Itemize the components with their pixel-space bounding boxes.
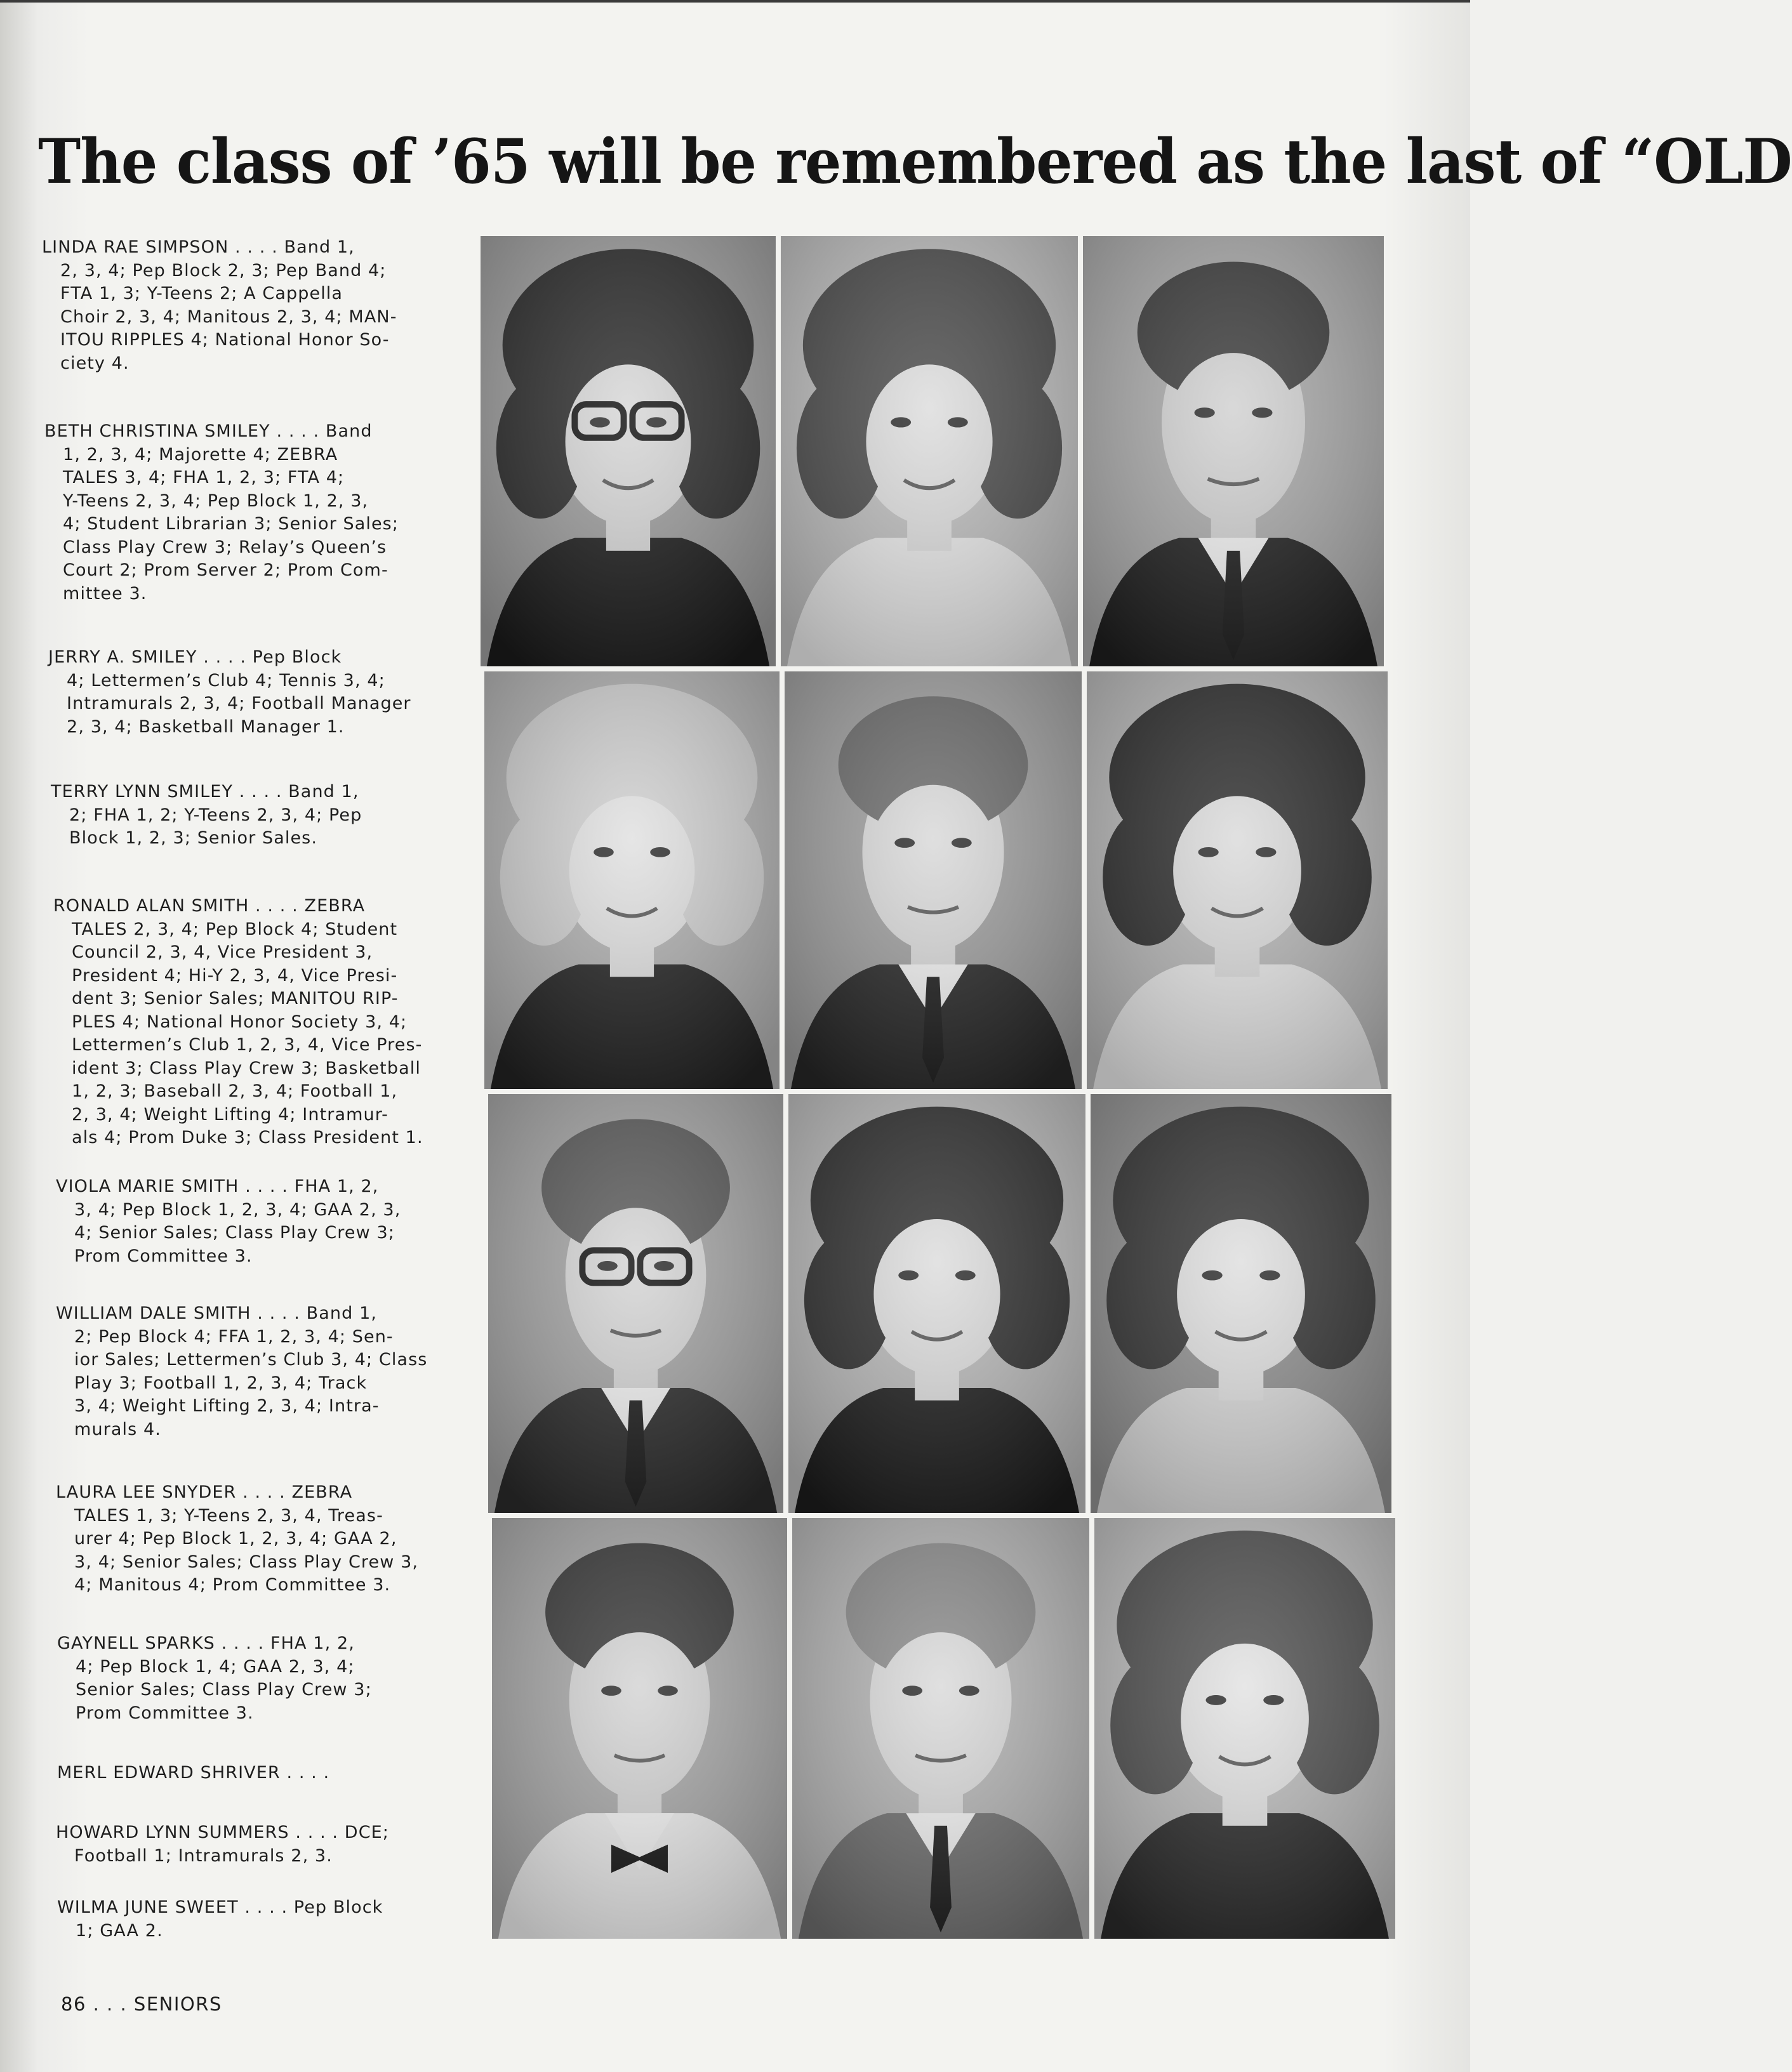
senior-portrait-9	[1091, 1094, 1391, 1513]
senior-bio-smiley-beth: BETH CHRISTINA SMILEY . . . . Band 1, 2, 3, 4; Majorette 4; ZEBRA TALES 3, 4; FHA 1, 2, 3; FTA 4; Y-Teens 2, 3, 4; Pep Block 1, 2, 3, 4; Student Librarian 3; Senior Sales; Class Play Crew 3; Relay’s Queen’s Court 2; Prom Server 2; Prom Com- mittee 3.	[44, 421, 399, 604]
senior-portrait-1	[481, 236, 776, 666]
senior-bio-smith-william: WILLIAM DALE SMITH . . . . Band 1, 2; Pep Block 4; FFA 1, 2, 3, 4; Sen- ior Sales; Lettermen’s Club 3, 4; Class Play 3; Football 1, 2, 3, 4; Track 3, 4; Weight Lifting 2, 3, 4; Intra- murals 4.	[56, 1303, 428, 1439]
senior-bio-shriver-merl: MERL EDWARD SHRIVER . . . .	[57, 1763, 330, 1783]
senior-portrait-2	[781, 236, 1078, 666]
senior-portrait-8	[788, 1094, 1085, 1513]
senior-portrait-10	[492, 1518, 787, 1939]
senior-bio-sweet-wilma: WILMA JUNE SWEET . . . . Pep Block 1; GAA 2.	[57, 1897, 383, 1941]
senior-bio-snyder-laura: LAURA LEE SNYDER . . . . ZEBRA TALES 1, 3; Y-Teens 2, 3, 4, Treas- urer 4; Pep Block 1, 2, 3, 4; GAA 2, 3, 4; Senior Sales; Class Play Crew 3, 4; Manitous 4; Prom Committee 3.	[56, 1482, 419, 1595]
senior-bio-sparks-gaynell: GAYNELL SPARKS . . . . FHA 1, 2, 4; Pep Block 1, 4; GAA 2, 3, 4; Senior Sales; Class Play Crew 3; Prom Committee 3.	[57, 1633, 372, 1723]
senior-bio-smiley-jerry: JERRY A. SMILEY . . . . Pep Block 4; Lettermen’s Club 4; Tennis 3, 4; Intramurals 2, 3, 4; Football Manager 2, 3, 4; Basketball Manager 1.	[48, 647, 411, 737]
senior-bio-smiley-terry: TERRY LYNN SMILEY . . . . Band 1, 2; FHA 1, 2; Y-Teens 2, 3, 4; Pep Block 1, 2, 3; Senior Sales.	[51, 782, 362, 848]
senior-portrait-6	[1087, 671, 1388, 1089]
page-edge	[0, 0, 1470, 3]
senior-bio-smith-ronald: RONALD ALAN SMITH . . . . ZEBRA TALES 2, 3, 4; Pep Block 4; Student Council 2, 3, 4, Vice President 3, President 4; Hi-Y 2, 3, 4, Vice Presi- dent 3; Senior Sales; MANITOU RIP- PLES 4; National Honor Society 3, 4; Lettermen’s Club 1, 2, 3, 4, Vice Pres- ident 3; Class Play Crew 3; Basketball 1, 2, 3; Baseball 2, 3, 4; Football 1, 2, 3, 4; Weight Lifting 4; Intramur- als 4; Prom Duke 3; Class President 1.	[53, 896, 423, 1147]
senior-portrait-5	[785, 671, 1082, 1089]
senior-bio-smith-viola: VIOLA MARIE SMITH . . . . FHA 1, 2, 3, 4; Pep Block 1, 2, 3, 4; GAA 2, 3, 4; Senior Sales; Class Play Crew 3; Prom Committee 3.	[56, 1177, 401, 1266]
page-headline: The class of ’65 will be remembered as the last of “OLD	[38, 126, 1792, 197]
senior-portrait-4	[484, 671, 780, 1089]
senior-portrait-12	[1094, 1518, 1395, 1939]
senior-bio-simpson-linda: LINDA RAE SIMPSON . . . . Band 1, 2, 3, 4; Pep Block 2, 3; Pep Band 4; FTA 1, 3; Y-Teens 2; A Cappella Choir 2, 3, 4; Manitous 2, 3, 4; MAN- ITOU RIPPLES 4; National Honor So- ciety 4.	[42, 237, 397, 373]
senior-portrait-7	[488, 1094, 783, 1513]
page-footer: 86 . . . SENIORS	[61, 1993, 222, 2015]
senior-portrait-11	[792, 1518, 1089, 1939]
senior-portrait-3	[1083, 236, 1384, 666]
senior-bio-summers-howard: HOWARD LYNN SUMMERS . . . . DCE; Football 1; Intramurals 2, 3.	[56, 1823, 389, 1866]
